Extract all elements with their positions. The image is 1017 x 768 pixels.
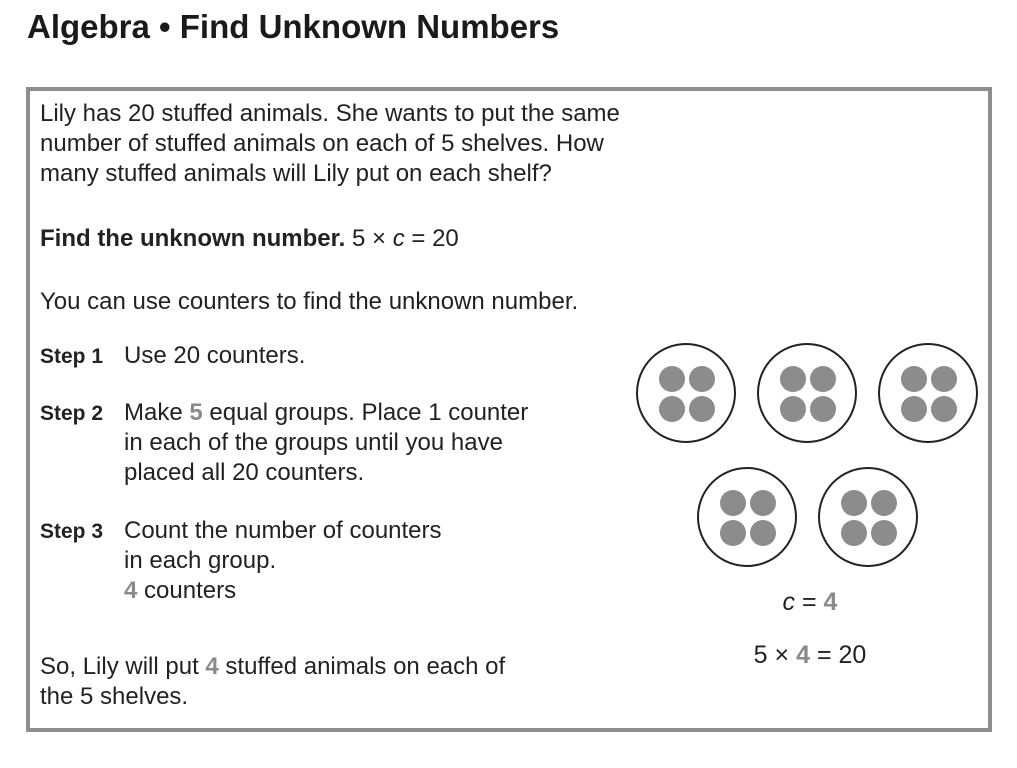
step-2-line-3: placed all 20 counters. [124,459,365,486]
step-3-answer-suffix: counters [137,577,237,604]
step-3-line-2: in each group. [124,547,277,574]
counter-group [697,467,797,567]
find-unknown-line [40,224,459,254]
step-1-label: Step 1 [40,345,104,368]
step-3-answer [124,576,236,606]
lesson-box [26,87,992,732]
intro-text: You can use counters to find the unknown number. [40,288,579,315]
counter [659,396,685,422]
counter-group [636,343,736,443]
page-title: Algebra • Find Unknown Numbers [27,8,560,45]
equation-equals: = [411,225,426,252]
counter [720,520,746,546]
counter-group [818,467,918,567]
counter [689,396,715,422]
equation-a: 5 [352,225,366,252]
find-unknown-label: Find the unknown number. [40,225,346,252]
counter [780,366,806,392]
step-2-label: Step 2 [40,402,104,425]
counter [871,490,897,516]
counter [841,520,867,546]
check-result: 20 [838,641,867,669]
check-equation [710,640,910,670]
counter [689,366,715,392]
counter [871,520,897,546]
step-2-text-post: equal groups. Place 1 counter [202,399,529,426]
counter [931,366,957,392]
step-3-label: Step 3 [40,520,104,543]
step-1-text: Use 20 counters. [124,342,306,369]
check-a: 5 [753,641,768,669]
counter-group [878,343,978,443]
equation-variable: c [392,225,405,252]
problem-line-3: many stuffed animals will Lily put on each shelf? [40,160,552,187]
counter [901,366,927,392]
solution-variable: c [782,588,796,616]
equation-result: 20 [432,225,459,252]
step-3-answer-value: 4 [124,577,138,604]
check-b: 4 [796,641,810,669]
solution-value: 4 [823,588,838,616]
step-2-line-2: in each of the groups until you have [124,429,503,456]
counter [901,396,927,422]
counter [931,396,957,422]
counter-group [757,343,857,443]
conclusion-post: stuffed animals on each of [218,653,506,680]
solution-equation [730,587,890,617]
counter [720,490,746,516]
conclusion-value: 4 [205,653,219,680]
check-equals: = [816,641,832,669]
conclusion-line-1 [40,652,505,682]
conclusion-pre: So, Lily will put [40,653,206,680]
counter [810,366,836,392]
step-3-line-1: Count the number of counters [124,517,442,544]
conclusion-line-2: the 5 shelves. [40,683,189,710]
counter [810,396,836,422]
step-2-text-pre: Make [124,399,190,426]
check-times: × [774,641,790,669]
solution-equals: = [801,588,817,616]
counter [841,490,867,516]
step-2-group-count: 5 [189,399,203,426]
counter [750,520,776,546]
counter [780,396,806,422]
counter [659,366,685,392]
step-2-line-1 [124,398,528,428]
counter [750,490,776,516]
problem-line-2: number of stuffed animals on each of 5 shelves. How [40,130,604,157]
problem-line-1: Lily has 20 stuffed animals. She wants to put the same [40,100,620,127]
equation-times: × [372,225,387,252]
